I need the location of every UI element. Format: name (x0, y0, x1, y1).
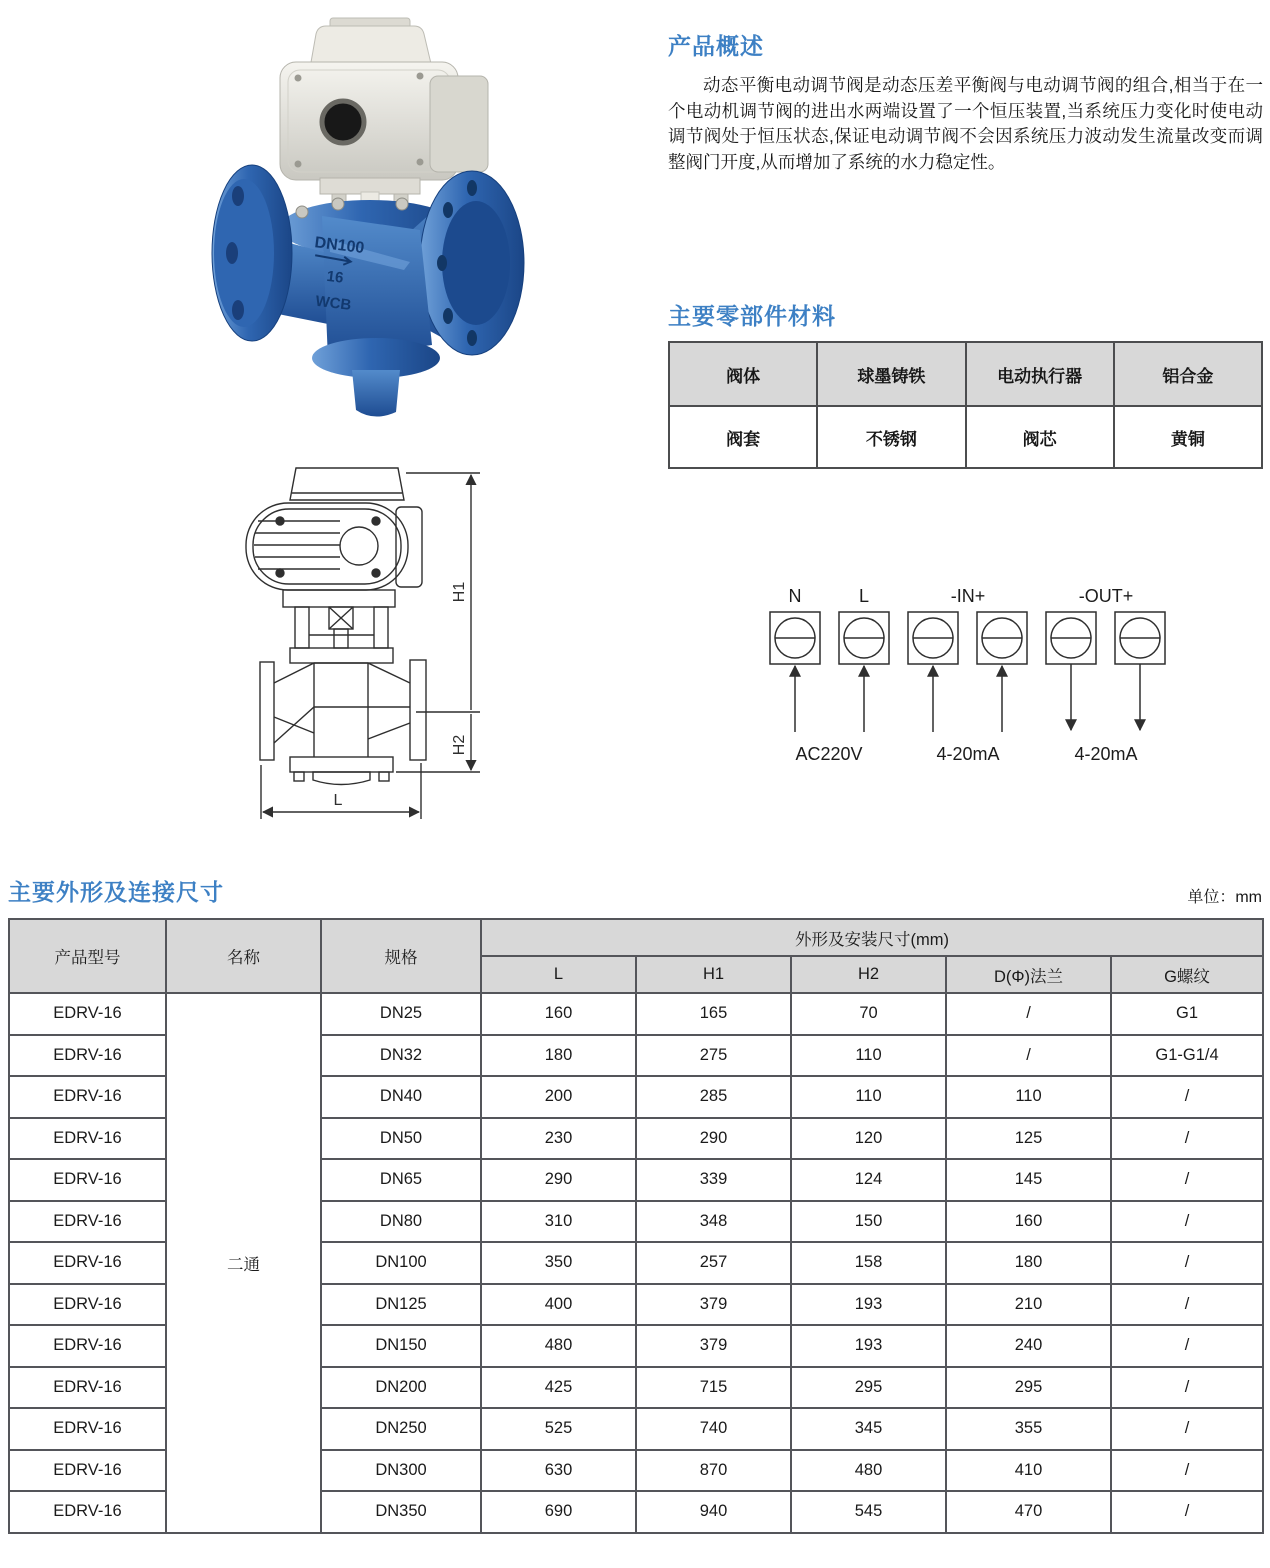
l-value-cell: 310 (481, 1201, 636, 1243)
spec-cell: DN300 (321, 1450, 481, 1492)
materials-section (668, 298, 1263, 469)
spec-cell: DN40 (321, 1076, 481, 1118)
h1-value-cell: 275 (636, 1035, 791, 1077)
h1-value-cell: 379 (636, 1284, 791, 1326)
flange-value-cell: 210 (946, 1284, 1111, 1326)
output-signal-label: 4-20mA (1074, 744, 1138, 764)
power-label: AC220V (795, 744, 863, 764)
materials-body-row (669, 406, 1262, 468)
thread-value-cell: G1-G1/4 (1111, 1035, 1263, 1077)
l-value-cell: 425 (481, 1367, 636, 1409)
flange-value-cell: 125 (946, 1118, 1111, 1160)
materials-cell: 不锈钢 (817, 406, 965, 468)
dim-label-h1: H1 (451, 581, 468, 603)
flange-value-cell: 110 (946, 1076, 1111, 1118)
h1-value-cell: 715 (636, 1367, 791, 1409)
h2-value-cell: 110 (791, 1035, 946, 1077)
valve-name-cell: 二通 (166, 993, 321, 1533)
l-value-cell: 630 (481, 1450, 636, 1492)
h1-value-cell: 940 (636, 1491, 791, 1533)
col-header-thread: G螺纹 (1111, 956, 1263, 993)
l-value-cell: 350 (481, 1242, 636, 1284)
materials-title: 主要零部件材料 (668, 303, 836, 329)
materials-cell: 电动执行器 (966, 342, 1114, 406)
overview-section (668, 28, 1263, 175)
product-model-cell: EDRV-16 (9, 1408, 166, 1450)
materials-cell: 阀芯 (966, 406, 1114, 468)
col-header-spec: 规格 (321, 919, 481, 993)
col-header-h2: H2 (791, 956, 946, 993)
product-model-cell: EDRV-16 (9, 1076, 166, 1118)
spec-cell: DN150 (321, 1325, 481, 1367)
valve-body-graphic (212, 165, 524, 417)
spec-cell: DN125 (321, 1284, 481, 1326)
dimensions-header (8, 874, 1262, 907)
dimensions-title: 主要外形及连接尺寸 (8, 879, 224, 905)
product-photo (180, 10, 600, 430)
thread-value-cell: / (1111, 1242, 1263, 1284)
h2-value-cell: 120 (791, 1118, 946, 1160)
product-model-cell: EDRV-16 (9, 1450, 166, 1492)
flange-value-cell: 145 (946, 1159, 1111, 1201)
h2-value-cell: 545 (791, 1491, 946, 1533)
terminal-label-l: L (858, 586, 870, 606)
overview-paragraph: 动态平衡电动调节阀是动态压差平衡阀与电动调节阀的组合,相当于在一个电动机调节阀的进出水两端设置了一个恒压装置,当系统压力变化时使电动调节阀处于恒压状态,保证电动调节阀不会因系统压力波动发生流量改变而调整阀门开度,从而增加了系统的水力稳定性。 (668, 75, 1263, 172)
h2-value-cell: 193 (791, 1284, 946, 1326)
product-model-cell: EDRV-16 (9, 1201, 166, 1243)
electric-actuator-graphic (280, 18, 488, 180)
h1-value-cell: 165 (636, 993, 791, 1035)
thread-value-cell: / (1111, 1159, 1263, 1201)
h1-value-cell: 290 (636, 1118, 791, 1160)
dim-label-l: L (333, 792, 343, 809)
flange-value-cell: 355 (946, 1408, 1111, 1450)
product-model-cell: EDRV-16 (9, 1242, 166, 1284)
terminal-label-n: N (788, 586, 802, 606)
l-value-cell: 525 (481, 1408, 636, 1450)
l-value-cell: 180 (481, 1035, 636, 1077)
dimensions-table (8, 918, 1264, 1534)
spec-cell: DN50 (321, 1118, 481, 1160)
l-value-cell: 230 (481, 1118, 636, 1160)
product-model-cell: EDRV-16 (9, 1491, 166, 1533)
input-signal-label: 4-20mA (936, 744, 1000, 764)
flange-value-cell: / (946, 1035, 1111, 1077)
spec-cell: DN25 (321, 993, 481, 1035)
thread-value-cell: / (1111, 1408, 1263, 1450)
terminal-block (908, 612, 958, 664)
h1-value-cell: 257 (636, 1242, 791, 1284)
terminal-block (977, 612, 1027, 664)
thread-value-cell: / (1111, 1076, 1263, 1118)
thread-value-cell: G1 (1111, 993, 1263, 1035)
overview-title: 产品概述 (668, 33, 764, 59)
l-value-cell: 290 (481, 1159, 636, 1201)
thread-value-cell: / (1111, 1284, 1263, 1326)
flange-value-cell: / (946, 993, 1111, 1035)
thread-value-cell: / (1111, 1118, 1263, 1160)
thread-value-cell: / (1111, 1325, 1263, 1367)
h1-value-cell: 348 (636, 1201, 791, 1243)
dimensions-header-row-1 (9, 919, 1263, 956)
col-header-model: 产品型号 (9, 919, 166, 993)
h1-value-cell: 740 (636, 1408, 791, 1450)
product-model-cell: EDRV-16 (9, 1159, 166, 1201)
product-model-cell: EDRV-16 (9, 1118, 166, 1160)
thread-value-cell: / (1111, 1201, 1263, 1243)
col-header-name: 名称 (166, 919, 321, 993)
l-value-cell: 690 (481, 1491, 636, 1533)
thread-value-cell: / (1111, 1491, 1263, 1533)
h2-value-cell: 124 (791, 1159, 946, 1201)
l-value-cell: 200 (481, 1076, 636, 1118)
materials-cell: 铝合金 (1114, 342, 1262, 406)
product-model-cell: EDRV-16 (9, 1035, 166, 1077)
casting-mark-dn: DN100 (313, 234, 366, 258)
l-value-cell: 400 (481, 1284, 636, 1326)
h1-value-cell: 870 (636, 1450, 791, 1492)
product-model-cell: EDRV-16 (9, 1284, 166, 1326)
spec-cell: DN80 (321, 1201, 481, 1243)
product-model-cell: EDRV-16 (9, 1367, 166, 1409)
h2-value-cell: 150 (791, 1201, 946, 1243)
spec-cell: DN200 (321, 1367, 481, 1409)
h2-value-cell: 193 (791, 1325, 946, 1367)
flange-value-cell: 160 (946, 1201, 1111, 1243)
materials-cell: 阀体 (669, 342, 817, 406)
l-value-cell: 160 (481, 993, 636, 1035)
h2-value-cell: 345 (791, 1408, 946, 1450)
h2-value-cell: 110 (791, 1076, 946, 1118)
dim-label-h2: H2 (451, 734, 468, 756)
terminal-block (1046, 612, 1096, 664)
col-header-l: L (481, 956, 636, 993)
flange-value-cell: 295 (946, 1367, 1111, 1409)
materials-cell: 阀套 (669, 406, 817, 468)
h2-value-cell: 158 (791, 1242, 946, 1284)
flange-value-cell: 180 (946, 1242, 1111, 1284)
thread-value-cell: / (1111, 1367, 1263, 1409)
h1-value-cell: 339 (636, 1159, 791, 1201)
spec-cell: DN32 (321, 1035, 481, 1077)
spec-cell: DN350 (321, 1491, 481, 1533)
spec-cell: DN100 (321, 1242, 481, 1284)
terminal-block (770, 612, 820, 664)
col-header-h1: H1 (636, 956, 791, 993)
materials-header-row (669, 342, 1262, 406)
thread-value-cell: / (1111, 1450, 1263, 1492)
materials-table (668, 341, 1263, 469)
casting-mark-pn: 16 (325, 267, 345, 287)
flange-value-cell: 410 (946, 1450, 1111, 1492)
materials-cell: 黄铜 (1114, 406, 1262, 468)
h2-value-cell: 480 (791, 1450, 946, 1492)
h2-value-cell: 295 (791, 1367, 946, 1409)
spec-cell: DN250 (321, 1408, 481, 1450)
l-value-cell: 480 (481, 1325, 636, 1367)
spec-cell: DN65 (321, 1159, 481, 1201)
col-header-flange: D(Φ)法兰 (946, 956, 1111, 993)
dimension-row (9, 993, 1263, 1035)
terminal-label-in: -IN+ (950, 586, 986, 606)
terminal-label-out: -OUT+ (1078, 586, 1134, 606)
product-model-cell: EDRV-16 (9, 993, 166, 1035)
col-header-group: 外形及安装尺寸(mm) (481, 919, 1263, 956)
h1-value-cell: 285 (636, 1076, 791, 1118)
dimension-drawing (228, 455, 518, 840)
terminal-block (839, 612, 889, 664)
casting-mark-material: WCB (314, 292, 353, 314)
product-model-cell: EDRV-16 (9, 1325, 166, 1367)
terminal-block (1115, 612, 1165, 664)
materials-cell: 球墨铸铁 (817, 342, 965, 406)
unit-label: 单位：mm (1187, 889, 1262, 906)
flange-value-cell: 470 (946, 1491, 1111, 1533)
h1-value-cell: 379 (636, 1325, 791, 1367)
h2-value-cell: 70 (791, 993, 946, 1035)
flange-value-cell: 240 (946, 1325, 1111, 1367)
wiring-diagram (748, 572, 1188, 772)
